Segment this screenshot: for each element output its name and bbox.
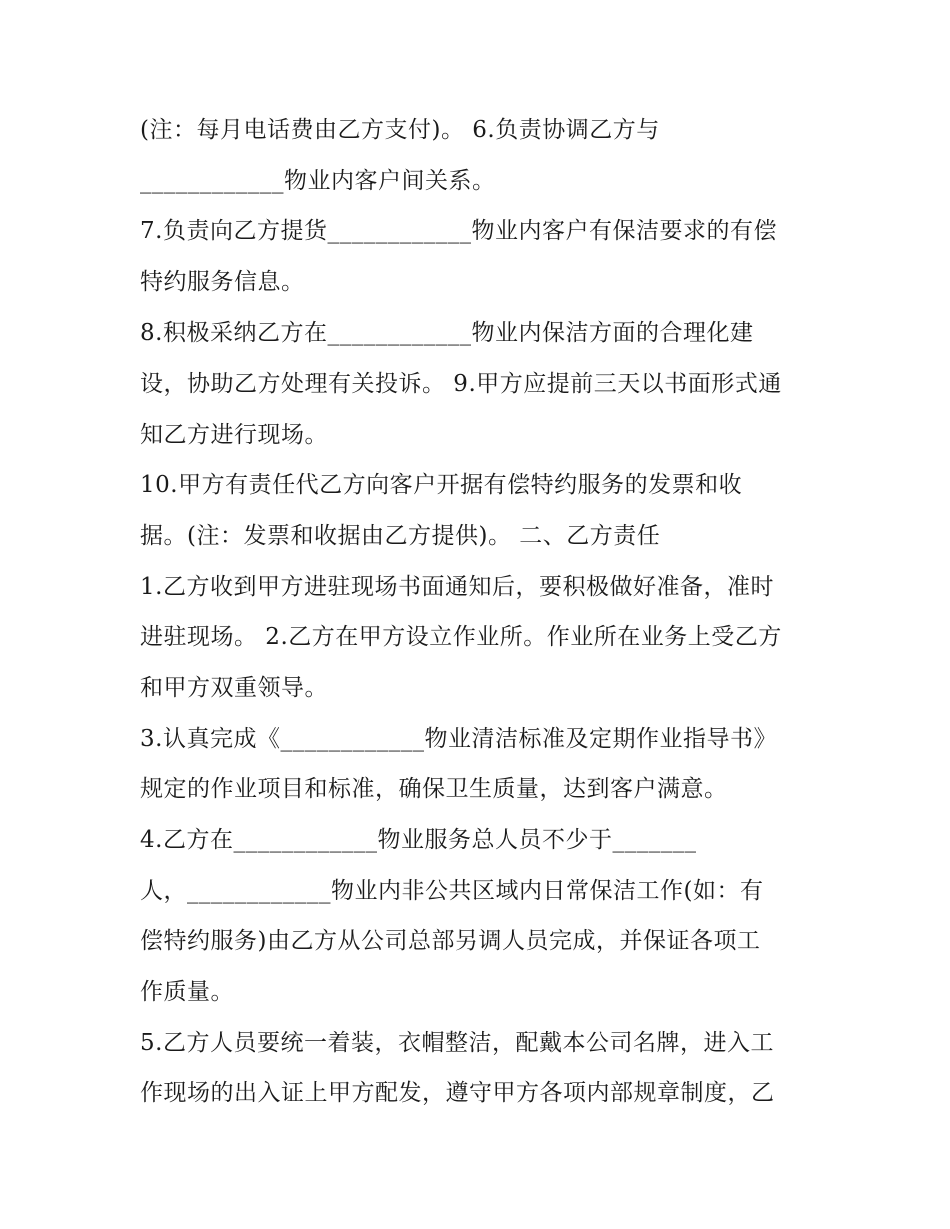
text-line: 据。(注：发票和收据由乙方提供)。 二、乙方责任 (140, 523, 661, 549)
text-line: 人，____________物业内非公共区域内日常保洁工作(如：有 (140, 878, 764, 904)
text-line: ____________物业内客户间关系。 (140, 168, 496, 194)
text-line: 作现场的出入证上甲方配发，遵守甲方各项内部规章制度，乙 (140, 1080, 775, 1106)
text-line: 设，协助乙方处理有关投诉。 9.甲方应提前三天以书面形式通 (140, 371, 782, 397)
text-line: 特约服务信息。 (140, 269, 305, 295)
text-line: 10.甲方有责任代乙方向客户开据有偿特约服务的发票和收 (140, 472, 743, 498)
text-line: 知乙方进行现场。 (140, 422, 328, 448)
text-line: 5.乙方人员要统一着装，衣帽整洁，配戴本公司名牌，进入工 (140, 1030, 774, 1056)
text-line: 作质量。 (140, 979, 234, 1005)
text-line: 和甲方双重领导。 (140, 675, 328, 701)
text-line: 偿特约服务)由乙方从公司总部另调人员完成，并保证各项工 (140, 928, 761, 954)
text-line: 进驻现场。 2.乙方在甲方设立作业所。作业所在业务上受乙方 (140, 624, 782, 650)
text-line: 3.认真完成《____________物业清洁标准及定期作业指导书》 (140, 726, 777, 752)
text-line: (注：每月电话费由乙方支付)。 6.负责协调乙方与 (140, 117, 660, 143)
text-line: 8.积极采纳乙方在____________物业内保洁方面的合理化建 (140, 320, 754, 346)
text-line: 规定的作业项目和标准，确保卫生质量，达到客户满意。 (140, 776, 728, 802)
text-line: 4.乙方在____________物业服务总人员不少于_______ (140, 827, 697, 853)
text-line: 1.乙方收到甲方进驻现场书面通知后，要积极做好准备，准时 (140, 574, 774, 600)
text-line: 7.负责向乙方提货____________物业内客户有保洁要求的有偿 (140, 218, 777, 244)
